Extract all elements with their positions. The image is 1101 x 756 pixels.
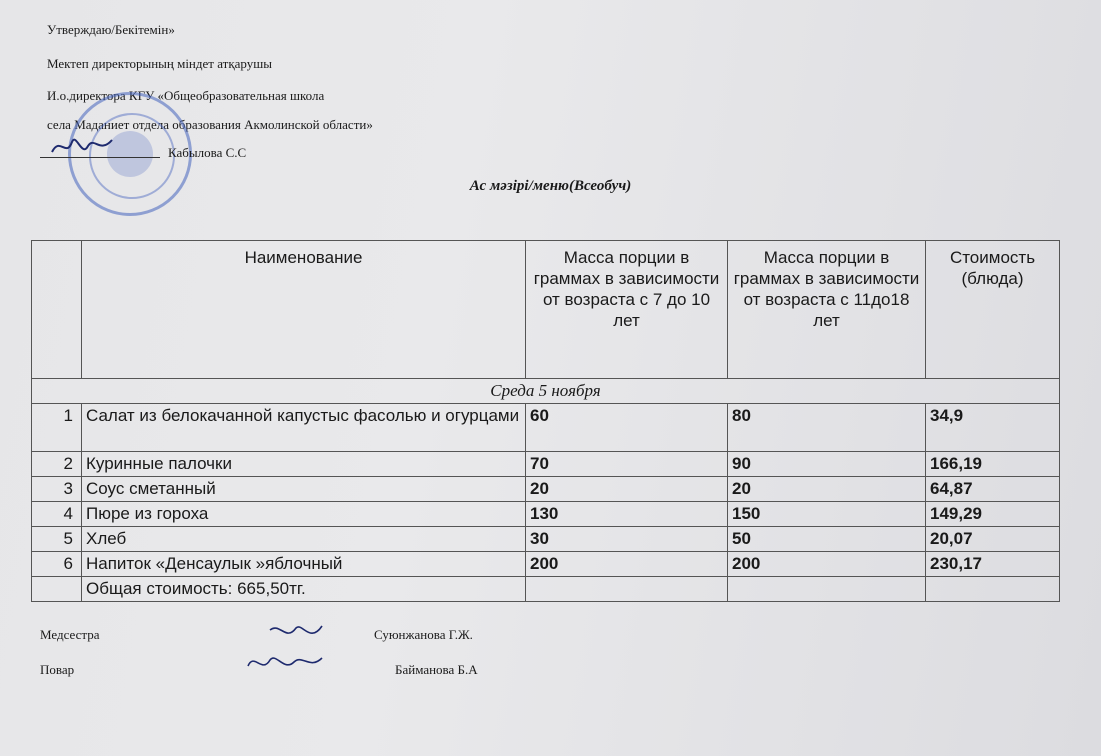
table-row [32,452,1060,477]
day-row [32,379,1060,404]
menu-table [31,240,1060,602]
header-number [32,241,82,379]
dish-cost: 149,29 [926,502,1060,527]
mass-11-18: 80 [728,404,926,452]
cook-name: Байманова Б.А [395,662,478,677]
dish-name: Пюре из гороха [82,502,526,527]
approval-line-2: Мектеп директорының міндет атқарушы [47,56,272,71]
dish-name: Куринные палочки [82,452,526,477]
cook-label: Повар [40,662,75,677]
dish-cost: 230,17 [926,552,1060,577]
director-signature [48,128,118,164]
dish-cost: 20,07 [926,527,1060,552]
header-mass-7-10: Масса порции в граммах в зависимости от возраста с 7 до 10 лет [526,241,728,379]
table-row [32,477,1060,502]
dish-cost: 34,9 [926,404,1060,452]
cook-signature [244,648,326,678]
row-number: 2 [32,452,82,477]
signature-line [40,157,160,158]
nurse-label: Медсестра [40,627,100,642]
nurse-signature [266,620,336,648]
approval-line-4: села Маданиет отдела образования Акмолинской области» [47,117,373,132]
header-name: Наименование [82,241,526,379]
dish-cost: 64,87 [926,477,1060,502]
nurse-name: Суюнжанова Г.Ж. [374,627,473,642]
table-row [32,502,1060,527]
mass-11-18: 150 [728,502,926,527]
mass-7-10: 30 [526,527,728,552]
mass-7-10: 200 [526,552,728,577]
table-row [32,552,1060,577]
header-row [32,241,1060,379]
approval-line-1: Утверждаю/Бекітемін» [47,22,175,37]
total-row [32,577,1060,602]
dish-name: Хлеб [82,527,526,552]
mass-7-10: 70 [526,452,728,477]
dish-cost: 166,19 [926,452,1060,477]
mass-7-10: 20 [526,477,728,502]
dish-name: Напиток «Денсаулык »яблочный [82,552,526,577]
day-label: Среда 5 ноября [32,379,1060,404]
table-row [32,527,1060,552]
total-cost: Общая стоимость: 665,50тг. [82,577,526,602]
row-number: 6 [32,552,82,577]
mass-7-10: 60 [526,404,728,452]
mass-11-18: 200 [728,552,926,577]
mass-11-18: 50 [728,527,926,552]
director-name: Кабылова С.С [168,145,247,160]
mass-11-18: 90 [728,452,926,477]
header-mass-11-18: Масса порции в граммах в зависимости от возраста с 11до18 лет [728,241,926,379]
row-number: 3 [32,477,82,502]
mass-7-10: 130 [526,502,728,527]
menu-title: Ас мәзірі/меню(Всеобуч) [469,178,632,194]
dish-name: Соус сметанный [82,477,526,502]
row-number: 4 [32,502,82,527]
row-number: 5 [32,527,82,552]
dish-name: Салат из белокачанной капустыс фасолью и огурцами [82,404,526,452]
row-number: 1 [32,404,82,452]
table-row [32,404,1060,452]
header-cost: Стоимость (блюда) [926,241,1060,379]
approval-line-3: И.о.директора КГУ «Общеобразовательная школа [47,88,325,103]
mass-11-18: 20 [728,477,926,502]
